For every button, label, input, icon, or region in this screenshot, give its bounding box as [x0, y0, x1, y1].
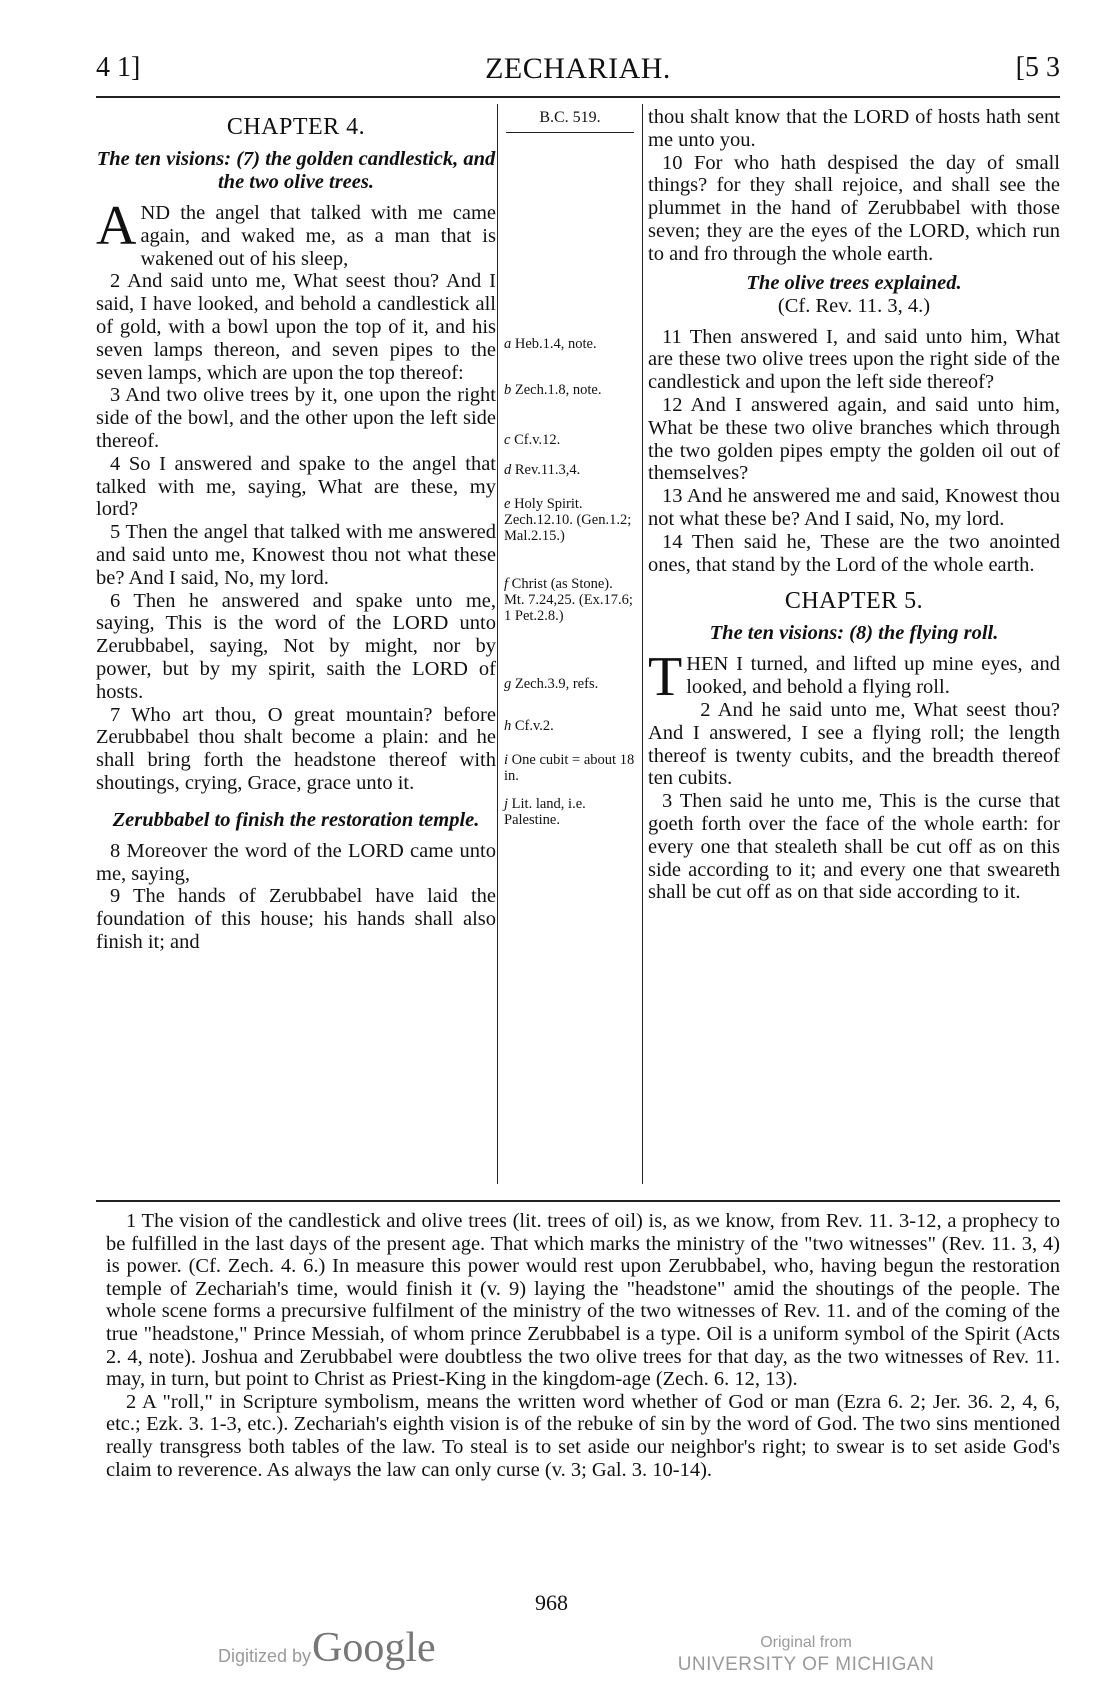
- chapter-heading: CHAPTER 4.: [226, 114, 366, 140]
- left-column: [96, 112, 496, 954]
- footnotes: [106, 1210, 1060, 1481]
- verse-paragraph: 11 Then answered I, and said unto him, What are these two olive trees upon the right side of the candlestick and upon the left side thereof?: [648, 325, 1060, 394]
- original-from-note: [656, 1632, 956, 1676]
- verse-paragraph: 9 The hands of Zerubbabel have laid the foundation of this house; his hands shall also finish it; and: [96, 885, 496, 953]
- verse-paragraph: 3 Then said he unto me, This is the curse that goeth forth over the face of the whole earth: for every one that stealeth shall be cut off as on this side according to it; and every one that sweareth shall be cut off as on that side according to it.: [648, 790, 1060, 904]
- footnote-rule: [96, 1200, 1060, 1202]
- cross-reference: c Cf.v.12.: [504, 432, 561, 448]
- cross-reference: g Zech.3.9, refs.: [504, 676, 599, 692]
- running-header: [96, 52, 1060, 92]
- cross-reference: b Zech.1.8, note.: [504, 382, 602, 398]
- column-divider-right: [642, 104, 643, 1184]
- verse-paragraph: 6 Then he answered and spake unto me, saying, This is the word of the LORD unto Zerubbabel, saying, Not by might, nor by power, but by my spirit, saith the LORD of hosts.: [96, 589, 496, 703]
- header-chapter-verse-left: 4 1]: [96, 52, 141, 83]
- verse-paragraph: 5 Then the angel that talked with me answered and said unto me, Knowest thou not what these be? And I said, No, my lord.: [96, 521, 496, 589]
- page-number: 968: [535, 1590, 568, 1615]
- verse-paragraph: 4 So I answered and spake to the angel that talked with me, saying, What are these, my lord?: [96, 452, 496, 521]
- university-label: UNIVERSITY OF MICHIGAN: [677, 1654, 935, 1675]
- verse-paragraph: THEN I turned, and lifted up mine eyes, and looked, and behold a flying roll.: [648, 646, 1060, 709]
- verse-paragraph: AND the angel that talked with me came again, and waked me, as a man that is wakened out of his sleep,: [96, 195, 496, 270]
- cross-reference: f Christ (as Stone). Mt. 7.24,25. (Ex.17.6; 1 Pet.2.8.): [504, 576, 633, 624]
- footnote: 1 The vision of the candlestick and olive trees (lit. trees of oil) is, as we know, from Rev. 11. 3-12, a prophecy to be fulfilled in the last days of the present age. That which marks the ministry of the "two witnesses" (Rev. 11. 3, 4) is power. (Cf. Zech. 4. 6.) In measure this power would rest upon Zerubbabel, who, having begun the restoration temple of Zechariah's time, would finish it (v. 9) laying the "headstone" amid the shoutings of the people. The whole scene forms a precursive fulfilment of the ministry of the two witnesses of Rev. 11. and of the coming of the true "headstone," Prince Messiah, of whom prince Zerubbabel is a type. Oil is a uniform symbol of the Spirit (Acts 2. 4, note). Joshua and Zerubbabel were doubtless the two olive trees for that day, as the two witnesses of Rev. 11. may, in turn, but point to Christ as Priest-King in the kingdom-age (Zech. 6. 12, 13).: [106, 1210, 1060, 1391]
- section-subhead: Zerubbabel to finish the restoration temple.: [112, 808, 480, 831]
- section-subhead: The ten visions: (7) the golden candlestick, and the two olive trees.: [96, 148, 496, 193]
- verse-paragraph: 7 Who art thou, O great mountain? before Zerubbabel thou shalt become a plain: and he shall bring forth the headstone thereof with shoutings, crying, Grace, grace unto it.: [96, 703, 496, 794]
- chapter-heading: CHAPTER 5.: [784, 588, 924, 615]
- right-column: [648, 106, 1060, 904]
- section-subhead: The ten visions: (8) the flying roll.: [709, 622, 999, 645]
- verse-paragraph: 10 For who hath despised the day of small things? for they shall rejoice, and shall see the plummet in the hand of Zerubbabel with those seven; they are the eyes of the LORD, which run to and fro through the whole earth.: [648, 151, 1060, 265]
- verse-paragraph: thou shalt know that the LORD of hosts hath sent me unto you.: [648, 106, 1060, 151]
- section-subhead: The olive trees explained.: [746, 271, 962, 294]
- cross-reference: d Rev.11.3,4.: [504, 462, 581, 478]
- verse-paragraph: 2 And said unto me, What seest thou? And I said, I have looked, and behold a candlestick all of gold, with a bowl upon the top of it, and his seven lamps thereon, and seven pipes to the seven lamps, which are upon the top thereof:: [96, 270, 496, 384]
- section-subhead-reference: (Cf. Rev. 11. 3, 4.): [777, 294, 931, 317]
- verse-paragraph: 8 Moreover the word of the LORD came unto me, saying,: [96, 839, 496, 885]
- original-from-label: Original from: [760, 1634, 852, 1651]
- verse-paragraph: 2 And he said unto me, What seest thou? And I answered, I see a flying roll; the length thereof is twenty cubits, and the breadth thereof ten cubits.: [648, 698, 1060, 790]
- verse-paragraph: 13 And he answered me and said, Knowest thou not what these be? And I said, No, my lord.: [648, 485, 1060, 530]
- cross-reference: j Lit. land, i.e. Palestine.: [504, 796, 586, 828]
- verse-paragraph: 3 And two olive trees by it, one upon the right side of the bowl, and the other upon the left side thereof.: [96, 384, 496, 452]
- page-title: ZECHARIAH.: [485, 52, 671, 85]
- verse-paragraph: 12 And I answered again, and said unto him, What be these two olive branches which through the two golden pipes empty the golden oil out of themselves?: [648, 393, 1060, 485]
- date-label: B.C. 519.: [506, 110, 634, 133]
- digitized-by-label: Digitized by: [218, 1646, 312, 1666]
- cross-reference: h Cf.v.2.: [504, 718, 554, 734]
- header-rule: [96, 96, 1060, 98]
- google-logo: Google: [312, 1625, 436, 1671]
- header-chapter-verse-right: [5 3: [1015, 52, 1060, 83]
- cross-reference: e Holy Spirit. Zech.12.10. (Gen.1.2; Mal.2.15.): [504, 496, 632, 544]
- cross-reference: a Heb.1.4, note.: [504, 336, 597, 352]
- verse-paragraph: 14 Then said he, These are the two anointed ones, that stand by the Lord of the whole earth.: [648, 530, 1060, 576]
- footnote: 2 A "roll," in Scripture symbolism, means the written word whether of God or man (Ezra 6. 2; Jer. 36. 2, 4, 6, etc.; Ezk. 3. 1-3, etc.). Zechariah's eighth vision is of the rebuke of sin by the word of God. The two sins mentioned really transgress both tables of the law. To steal is to set aside our neighbor's right; to swear is to set aside God's claim to reverence. As always the law can only curse (v. 3; Gal. 3. 10-14).: [106, 1390, 1060, 1481]
- reference-column: [500, 106, 640, 828]
- column-divider-left: [497, 104, 498, 1184]
- cross-reference: i One cubit = about 18 in.: [504, 752, 635, 784]
